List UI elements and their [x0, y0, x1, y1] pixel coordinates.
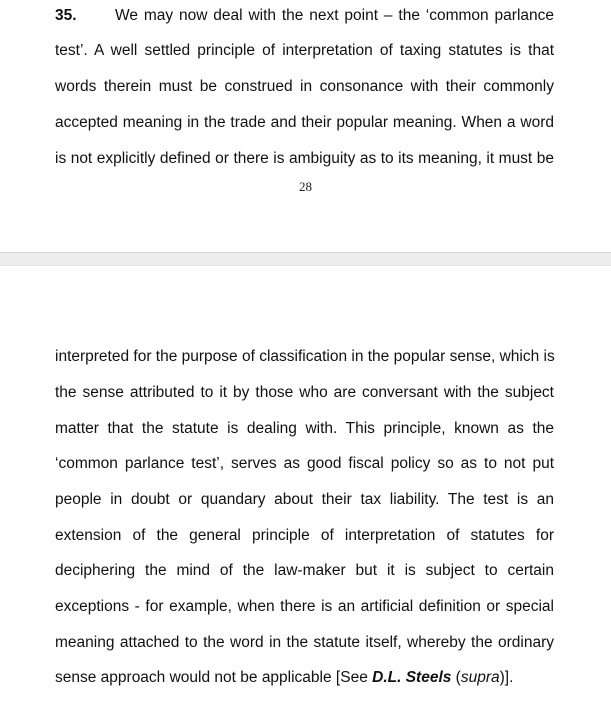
- paragraph-text: We may now deal with the next point – the ‘common parlance: [115, 7, 554, 24]
- text-line: extension of the general principle of interpretation of statutes for: [55, 527, 554, 544]
- text-line: exceptions - for example, when there is an artificial definition or special: [55, 598, 554, 615]
- text-line: [55, 6, 554, 26]
- text-line: meaning attached to the word in the statute itself, whereby the ordinary: [55, 634, 554, 651]
- text-line: deciphering the mind of the law-maker but it is subject to certain: [55, 562, 554, 579]
- page-number: 28: [299, 179, 312, 194]
- paragraph-number: 35.: [55, 7, 77, 24]
- text-line: is not explicitly defined or there is ambiguity as to its meaning, it must be: [55, 150, 554, 167]
- text-line: accepted meaning in the trade and their popular meaning. When a word: [55, 114, 554, 131]
- text-line: matter that the statute is dealing with. This principle, known as the: [55, 420, 554, 437]
- text-line-last: [55, 668, 554, 688]
- text-line: ‘common parlance test’, serves as good fiscal policy so as to not put: [55, 455, 554, 472]
- text-line: words therein must be construed in consonance with their commonly: [55, 78, 554, 95]
- text-line: people in doubt or quandary about their tax liability. The test is an: [55, 491, 554, 508]
- page-separator: [0, 252, 611, 266]
- text-segment: (: [451, 669, 461, 686]
- text-line: interpreted for the purpose of classification in the popular sense, which is: [55, 348, 555, 365]
- page-29: [0, 266, 611, 705]
- text-segment: )].: [499, 669, 514, 686]
- page-28: [0, 0, 611, 252]
- case-citation: D.L. Steels: [372, 669, 452, 686]
- text-line: test’. A well settled principle of interpretation of taxing statutes is that: [55, 42, 554, 59]
- text-segment: sense approach would not be applicable [See: [55, 669, 373, 686]
- supra-reference: supra: [460, 669, 500, 686]
- text-line: the sense attributed to it by those who are conversant with the subject: [55, 384, 554, 401]
